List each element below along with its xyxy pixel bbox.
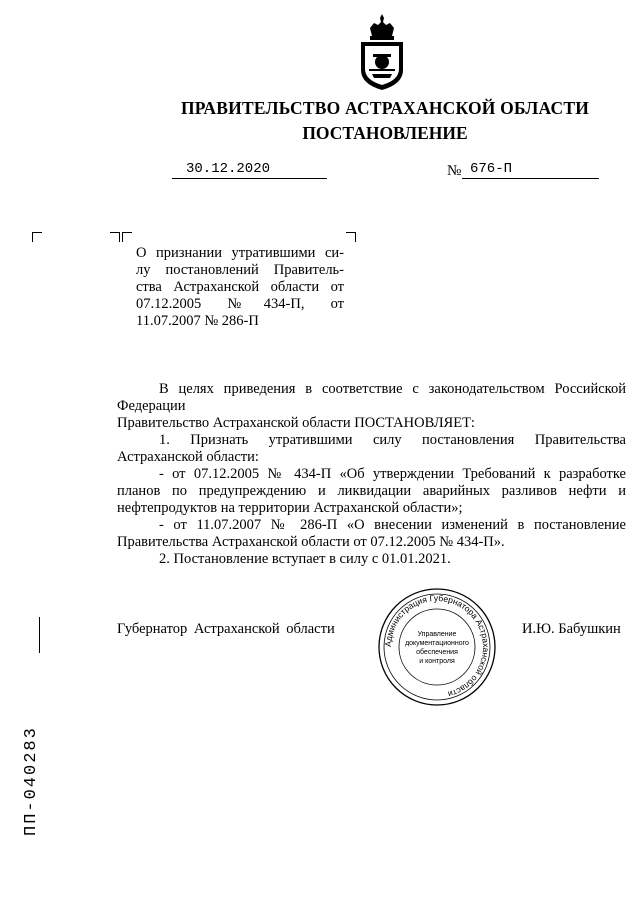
corner-mark [346, 232, 356, 242]
subject-line: 11.07.2007 № 286-П [136, 313, 259, 329]
stamp-line: и контроля [419, 658, 455, 665]
preamble-paragraph: В целях приведения в соответствие с законодательством Российской Федерации [117, 381, 626, 414]
side-registration-code: ПП-040283 [22, 726, 41, 836]
number-sign: № [447, 163, 462, 179]
item-1-paragraph: 1. Признать утратившими силу постановления Правительства Астраханской области: [117, 432, 626, 465]
corner-mark [122, 232, 132, 242]
document-date: 30.12.2020 [172, 161, 327, 179]
official-stamp-icon [376, 586, 498, 708]
item-1b-paragraph: - от 11.07.2007 № 286-П «О внесении изменений в постановление Правительства Астраханской области от 07.12.2005 № 434-П». [117, 517, 626, 550]
organization-title: ПРАВИТЕЛЬСТВО АСТРАХАНСКОЙ ОБЛАСТИ [180, 98, 590, 118]
corner-mark [110, 232, 120, 242]
subject-line: ства Астраханской области от [136, 279, 344, 295]
decree-paragraph: Правительство Астраханской области ПОСТАНОВЛЯЕТ: [117, 415, 475, 431]
stamp-line: Управление [417, 631, 457, 638]
document-body [117, 381, 626, 568]
signatory-position: Губернатор Астраханской области [117, 621, 335, 637]
stamp-line: документационного [405, 640, 469, 647]
item-1a-paragraph: - от 07.12.2005 № 434-П «Об утверждении Требований к разработке планов по предупреждению и ликвидации аварийных разливов нефти и нефтепродуктов на территории Астраханской области»; [117, 466, 626, 516]
corner-mark [32, 232, 42, 242]
subject-line: О признании утратившими си- [136, 245, 344, 261]
stamp-ring-text: Администрация Губернатора Астраханской области [382, 592, 492, 700]
document-subject [136, 245, 344, 330]
item-2-paragraph: 2. Постановление вступает в силу с 01.01.2021. [159, 551, 451, 567]
coat-of-arms-emblem-icon [356, 12, 408, 92]
signatory-name: И.Ю. Бабушкин [522, 621, 621, 637]
margin-line [39, 617, 40, 653]
subject-line: 07.12.2005 №434-П, от [136, 296, 344, 312]
document-number: 676-П [462, 161, 599, 179]
stamp-line: обеспечения [416, 649, 458, 656]
subject-line: лу постановлений Правитель- [136, 262, 344, 278]
document-type-title: ПОСТАНОВЛЕНИЕ [302, 123, 468, 143]
